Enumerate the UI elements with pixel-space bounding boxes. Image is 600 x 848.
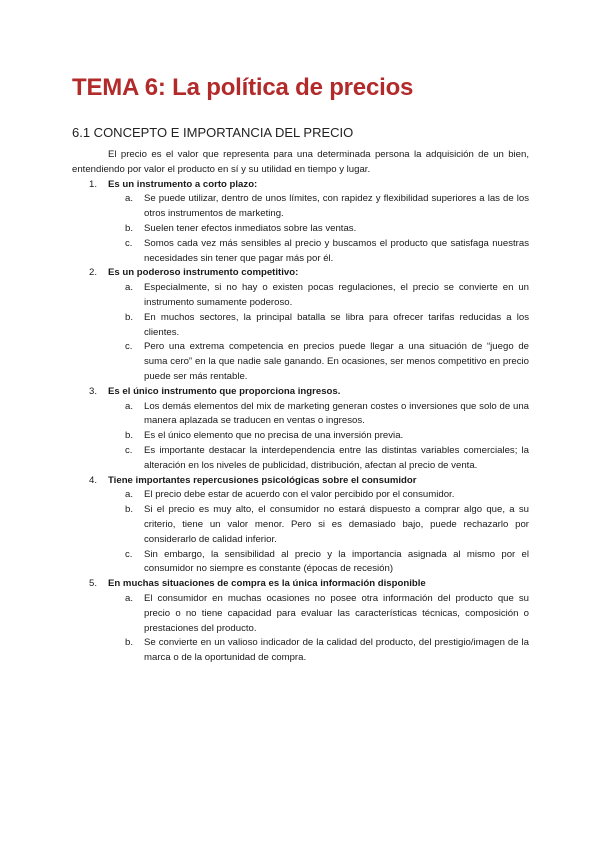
sub-list-item xyxy=(108,281,529,311)
sub-list-item xyxy=(108,237,529,267)
sub-item-text: Si el precio es muy alto, el consumidor no estará dispuesto a comprar algo que, a su criterio, tiene un valor menor. Pero si es demasiado bajo, puede rechazarlo por considerarlo de calidad inferior. xyxy=(144,504,529,545)
list-item xyxy=(72,178,529,267)
section-title: 6.1 CONCEPTO E IMPORTANCIA DEL PRECIO xyxy=(72,125,354,140)
sub-list-item xyxy=(108,311,529,341)
points-list xyxy=(72,178,529,666)
list-item-title: Es un instrumento a corto plazo: xyxy=(108,178,258,190)
sub-list xyxy=(108,400,529,474)
sub-item-text: El precio debe estar de acuerdo con el valor percibido por el consumidor. xyxy=(144,489,455,501)
sub-item-letter: a. xyxy=(125,282,134,294)
sub-item-text: Se convierte en un valioso indicador de la calidad del producto, del prestigio/imagen de la marca o de la oportunidad de compra. xyxy=(144,637,529,664)
list-item-number: 4. xyxy=(89,474,98,486)
sub-item-letter: a. xyxy=(125,489,134,501)
sub-item-letter: b. xyxy=(125,311,134,323)
sub-list-item xyxy=(108,340,529,384)
sub-item-letter: b. xyxy=(125,222,134,234)
list-item-title: Tiene importantes repercusiones psicológicas sobre el consumidor xyxy=(108,474,417,486)
list-item xyxy=(72,266,529,384)
sub-list-item xyxy=(108,444,529,474)
intro-paragraph: El precio es el valor que representa para una determinada persona la adquisición de un bien, entendiendo por valor el producto en sí y su utilidad en tiempo y lugar. xyxy=(72,149,529,175)
sub-list xyxy=(108,488,529,577)
sub-list-item xyxy=(108,592,529,636)
sub-item-text: Los demás elementos del mix de marketing generan costes o inversiones que solo de una manera aplazada se traducen en ventas o ingresos. xyxy=(144,400,529,427)
sub-list-item xyxy=(108,548,529,578)
list-item-number: 1. xyxy=(89,178,98,190)
sub-list-item xyxy=(108,488,529,503)
sub-item-letter: c. xyxy=(125,444,133,456)
sub-item-text: Sin embargo, la sensibilidad al precio y la importancia asignada al mismo por el consumidor no siempre es constante (épocas de recesión) xyxy=(144,548,529,575)
sub-item-text: En muchos sectores, la principal batalla se libra para ofrecer tarifas reducidas a los clientes. xyxy=(144,311,529,338)
sub-item-text: Somos cada vez más sensibles al precio y buscamos el producto que satisfaga nuestras necesidades sin tener que pagar más por él. xyxy=(144,237,529,264)
list-item-number: 3. xyxy=(89,385,98,397)
sub-list-item xyxy=(108,636,529,666)
list-item xyxy=(72,577,529,666)
sub-list-item xyxy=(108,222,529,237)
sub-list-item xyxy=(108,429,529,444)
sub-list xyxy=(108,592,529,666)
sub-item-text: Pero una extrema competencia en precios puede llegar a una situación de “juego de suma cero” en la que nadie sale ganando. En ocasiones, ser menos competitivo en precio puede ser más rentable. xyxy=(144,341,529,382)
sub-item-letter: b. xyxy=(125,430,134,442)
sub-list-item xyxy=(108,400,529,430)
sub-list-item xyxy=(108,503,529,547)
sub-item-text: Suelen tener efectos inmediatos sobre las ventas. xyxy=(144,222,357,234)
sub-list xyxy=(108,192,529,266)
sub-item-text: Es el único elemento que no precisa de una inversión previa. xyxy=(144,430,404,442)
sub-item-text: Se puede utilizar, dentro de unos límites, con rapidez y flexibilidad superiores a las de los otros instrumentos de marketing. xyxy=(144,193,529,220)
sub-item-letter: b. xyxy=(125,504,134,516)
sub-item-letter: a. xyxy=(125,193,134,205)
sub-item-text: Es importante destacar la interdependencia entre las distintas variables comerciales; la alteración en los niveles de publicidad, distribución, afectan al precio de venta. xyxy=(144,444,529,471)
list-item-number: 5. xyxy=(89,578,98,590)
sub-item-letter: b. xyxy=(125,637,134,649)
list-item xyxy=(72,474,529,578)
list-item-title: Es un poderoso instrumento competitivo: xyxy=(108,267,299,279)
list-item-title: Es el único instrumento que proporciona ingresos. xyxy=(108,385,341,397)
sub-item-text: Especialmente, si no hay o existen pocas regulaciones, el precio se convierte en un instrumento sumamente poderoso. xyxy=(144,282,529,308)
sub-item-letter: a. xyxy=(125,400,134,412)
sub-item-letter: a. xyxy=(125,592,134,604)
sub-item-text: El consumidor en muchas ocasiones no posee otra información del producto que su precio o no tiene capacidad para evaluar las características técnicas, composición o prestaciones del producto. xyxy=(144,592,529,634)
sub-list xyxy=(108,281,529,385)
document-body xyxy=(72,148,529,666)
sub-item-letter: c. xyxy=(125,548,133,560)
list-item-number: 2. xyxy=(89,267,98,279)
page-title: TEMA 6: La política de precios xyxy=(72,74,414,101)
list-item-title: En muchas situaciones de compra es la única información disponible xyxy=(108,578,426,590)
sub-item-letter: c. xyxy=(125,237,133,249)
sub-item-letter: c. xyxy=(125,341,133,353)
sub-list-item xyxy=(108,192,529,222)
list-item xyxy=(72,385,529,474)
